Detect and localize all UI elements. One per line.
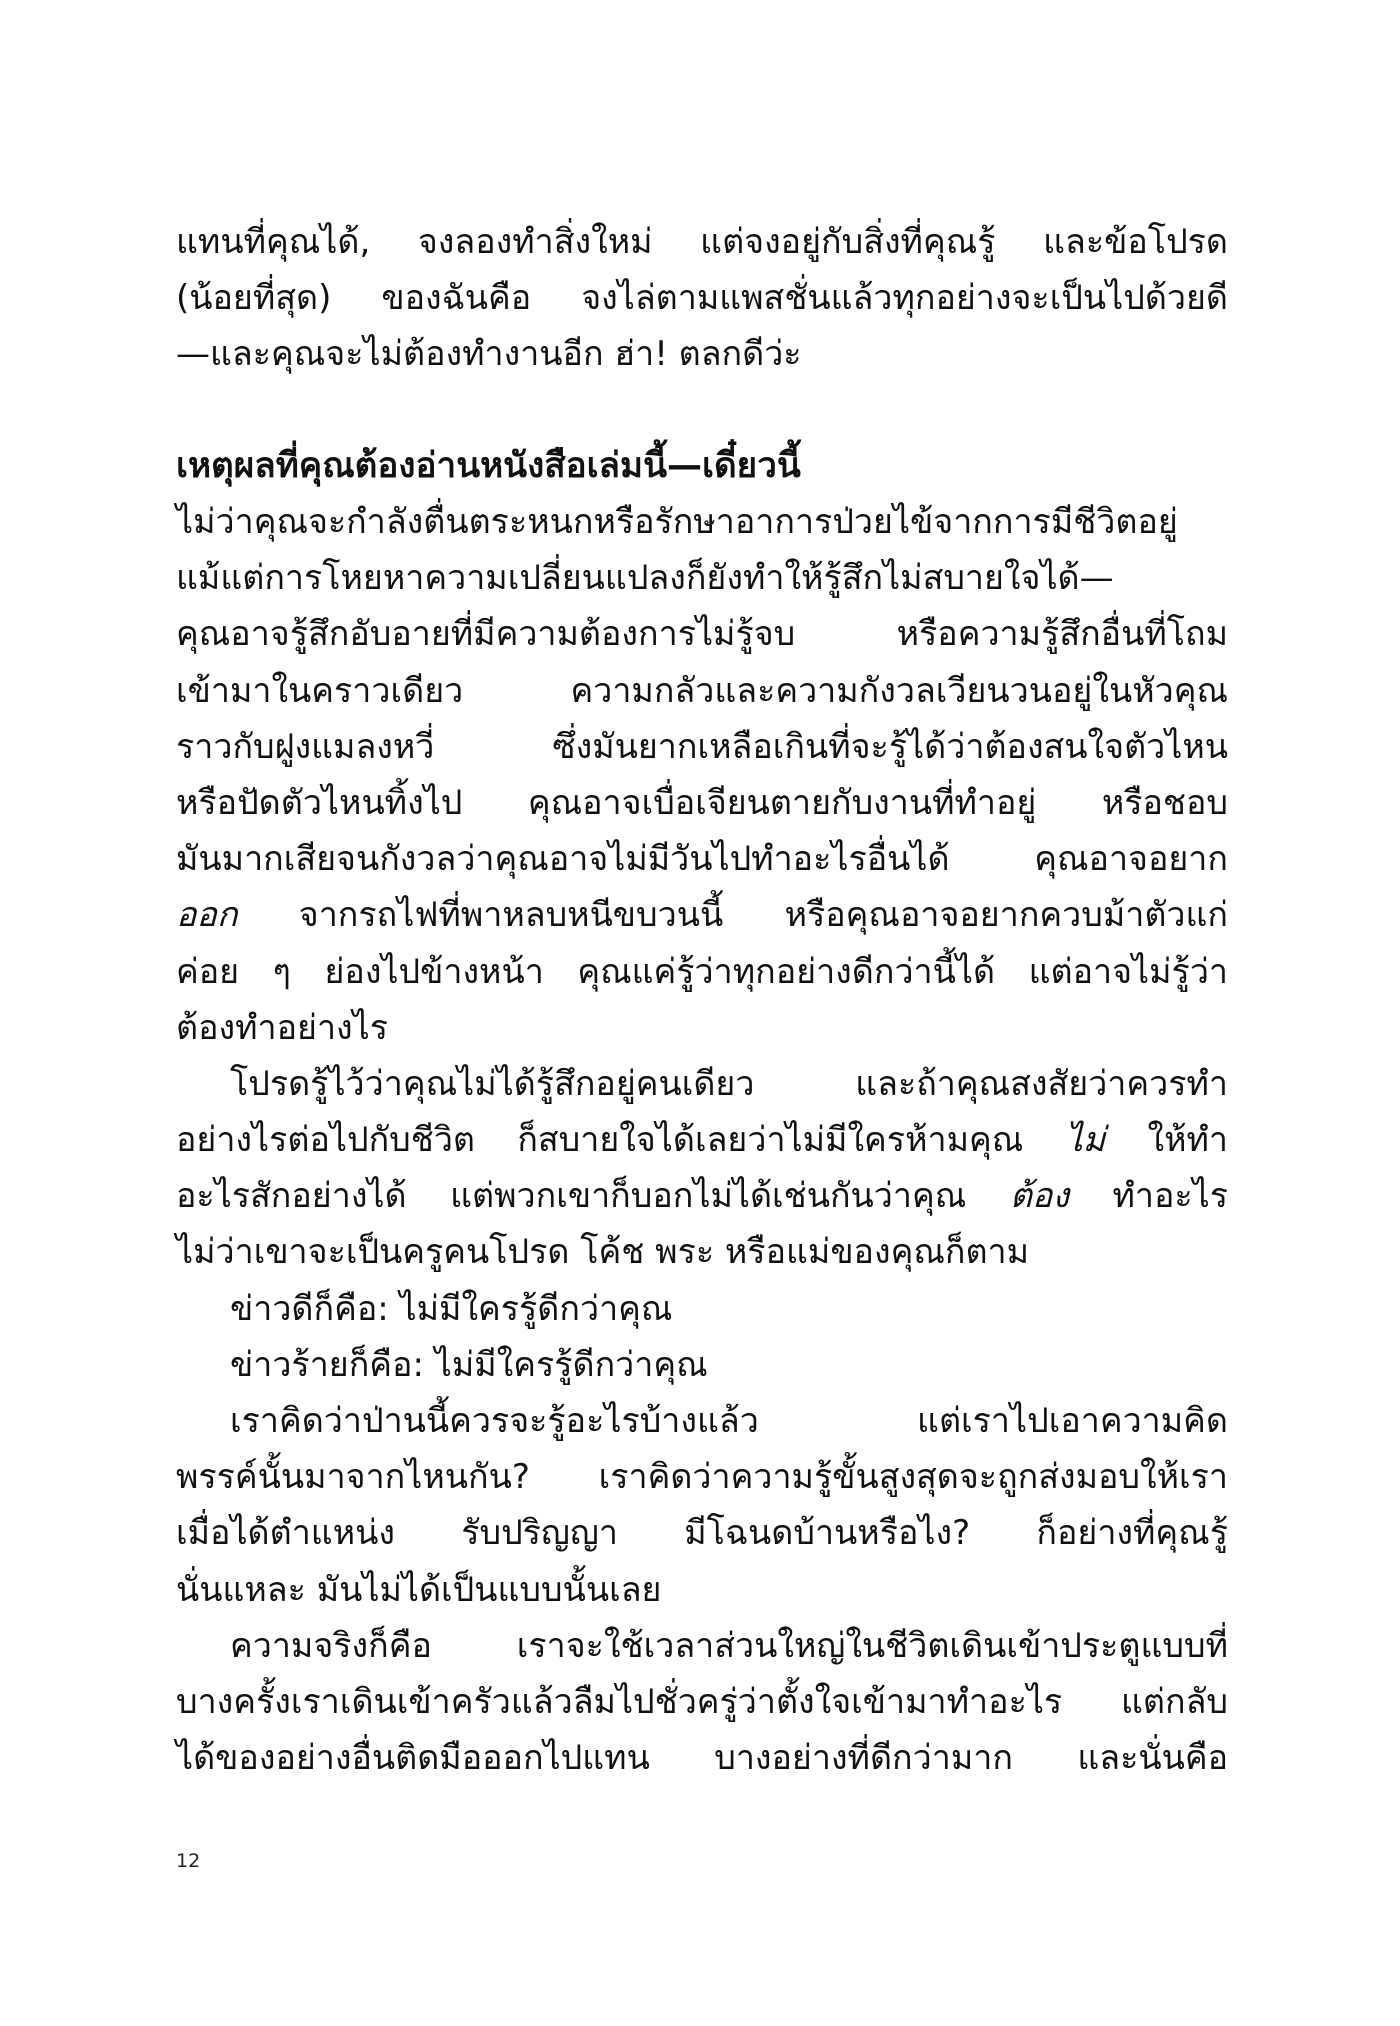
text-line: เมื่อได้ตำแหน่ง รับปริญญา มีโฉนดบ้านหรือไง? ก็อย่างที่คุณรู้	[176, 1513, 1228, 1554]
section-body	[176, 494, 1228, 1786]
text-line: บางครั้งเราเดินเข้าครัวแล้วลืมไปชั่วครู่ว่าตั้งใจเข้ามาทำอะไร แต่กลับ	[176, 1681, 1228, 1722]
text-line: ต้องทำอย่างไร	[176, 1007, 389, 1048]
italic-word: ออก	[176, 895, 238, 936]
page-number: 12	[176, 1850, 201, 1872]
text-line: มันมากเสียจนกังวลว่าคุณอาจไม่มีวันไปทำอะไรอื่นได้ คุณอาจอยาก	[176, 839, 1228, 880]
text-line: พรรค์นั้นมาจากไหนกัน? เราคิดว่าความรู้ขั้นสูงสุดจะถูกส่งมอบให้เรา	[176, 1457, 1228, 1498]
text-line: โปรดรู้ไว้ว่าคุณไม่ได้รู้สึกอยู่คนเดียว และถ้าคุณสงสัยว่าควรทำ	[230, 1063, 1228, 1104]
text-line: แม้แต่การโหยหาความเปลี่ยนแปลงก็ยังทำให้รู้สึกไม่สบายใจได้—	[176, 558, 1114, 599]
text-line: ความจริงก็คือ เราจะใช้เวลาส่วนใหญ่ในชีวิตเดินเข้าประตูแบบที่	[230, 1625, 1228, 1666]
text-run: อย่างไรต่อไปกับชีวิต ก็สบายใจได้เลยว่าไม่มีใครห้ามคุณ	[176, 1120, 1066, 1161]
text-line	[176, 1168, 1228, 1224]
text-line: แทนที่คุณได้, จงลองทำสิ่งใหม่ แต่จงอยู่กับสิ่งที่คุณรู้ และข้อโปรด	[176, 222, 1228, 262]
text-line: หรือปัดตัวไหนทิ้งไป คุณอาจเบื่อเจียนตายกับงานที่ทำอยู่ หรือชอบ	[176, 782, 1228, 823]
text-line: ข่าวดีก็คือ: ไม่มีใครรู้ดีกว่าคุณ	[230, 1288, 673, 1329]
text-line: —และคุณจะไม่ต้องทำงานอีก ฮ่า! ตลกดีว่ะ	[176, 334, 802, 375]
text-run: ให้ทำ	[1105, 1120, 1229, 1161]
italic-word: ไม่	[1065, 1120, 1106, 1161]
text-run: อะไรสักอย่างได้ แต่พวกเขาก็บอกไม่ได้เช่นกันว่าคุณ	[176, 1176, 1010, 1217]
text-line: (น้อยที่สุด) ของฉันคือ จงไล่ตามแพสชั่นแล้วทุกอย่างจะเป็นไปด้วยดี	[176, 278, 1228, 319]
text-line: คุณอาจรู้สึกอับอายที่มีความต้องการไม่รู้จบ หรือความรู้สึกอื่นที่โถม	[176, 614, 1228, 655]
text-line: ได้ของอย่างอื่นติดมือออกไปแทน บางอย่างที่ดีกว่ามาก และนั่นคือ	[176, 1738, 1228, 1779]
italic-word: ต้อง	[1009, 1176, 1069, 1217]
text-line	[176, 1112, 1228, 1168]
text-run: จากรถไฟที่พาหลบหนีขบวนนี้ หรือคุณอาจอยากควบม้าตัวแก่	[237, 895, 1228, 936]
text-line: ค่อย ๆ ย่องไปข้างหน้า คุณแค่รู้ว่าทุกอย่างดีกว่านี้ได้ แต่อาจไม่รู้ว่า	[176, 951, 1228, 992]
text-line: ไม่ว่าคุณจะกำลังตื่นตระหนกหรือรักษาอาการป่วยไข้จากการมีชีวิตอยู่	[176, 502, 1178, 542]
text-line: ข่าวร้ายก็คือ: ไม่มีใครรู้ดีกว่าคุณ	[230, 1344, 708, 1385]
intro-paragraph	[176, 214, 1228, 383]
text-line	[176, 887, 1228, 943]
text-run: ทำอะไร	[1068, 1176, 1229, 1217]
text-line: เข้ามาในคราวเดียว ความกลัวและความกังวลเวียนวนอยู่ในหัวคุณ	[176, 670, 1228, 711]
text-line: ไม่ว่าเขาจะเป็นครูคนโปรด โค้ช พระ หรือแม่ของคุณก็ตาม	[176, 1232, 1030, 1273]
section-heading: เหตุผลที่คุณต้องอ่านหนังสือเล่มนี้—เดี๋ยวนี้	[176, 446, 801, 486]
text-line: ราวกับฝูงแมลงหวี่ ซึ่งมันยากเหลือเกินที่จะรู้ได้ว่าต้องสนใจตัวไหน	[176, 726, 1228, 767]
text-line: นั่นแหละ มันไม่ได้เป็นแบบนั้นเลย	[176, 1569, 662, 1610]
text-line: เราคิดว่าป่านนี้ควรจะรู้อะไรบ้างแล้ว แต่เราไปเอาความคิด	[230, 1401, 1228, 1441]
